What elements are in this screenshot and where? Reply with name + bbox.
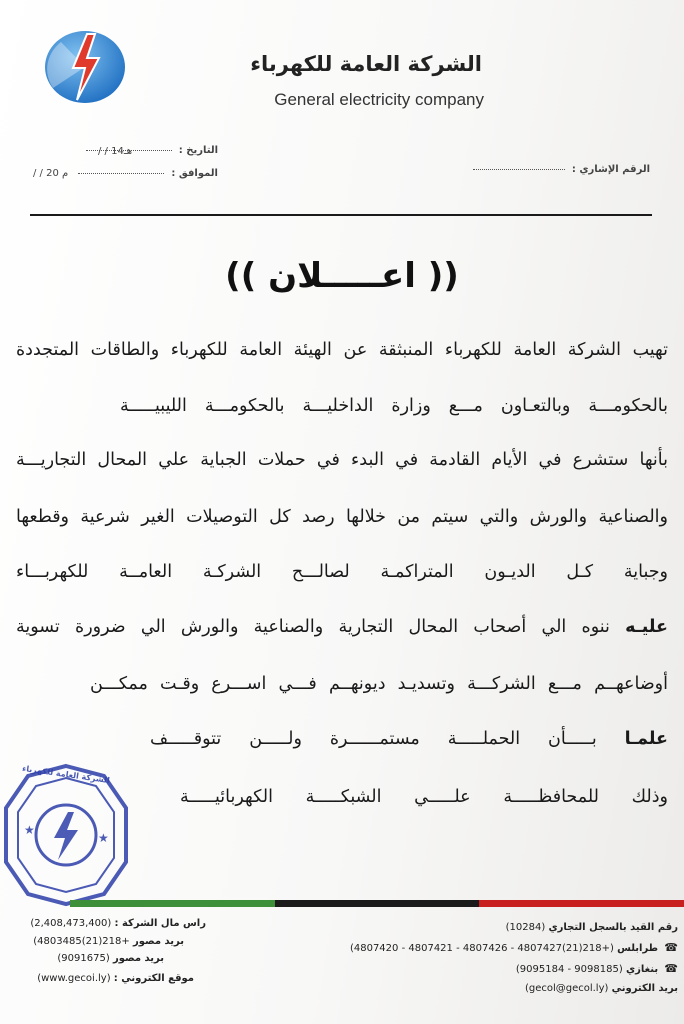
footer-website: [37, 973, 194, 984]
tripoli-label: طرابلس: [617, 943, 659, 954]
registration-label: رقم القيد بالسجل التجاري: [548, 922, 678, 933]
company-name-english: General electricity company: [274, 90, 484, 109]
benghazi-label: بنغازي: [625, 964, 659, 975]
svg-text:★: ★: [24, 823, 35, 837]
benghazi-value: (9098185 - 9095184): [515, 964, 623, 975]
phone-icon: ☎: [664, 962, 678, 975]
mail-1-value: +218(21)4803485): [33, 936, 130, 947]
stamp-text: الشركة العامة للكهرباء: [21, 763, 111, 786]
announcement-title: (( اعـــــلان )): [225, 256, 459, 296]
website-link[interactable]: (www.gecoi.ly): [37, 973, 111, 984]
corresponding-dotted-line: [78, 173, 164, 174]
body-line-4: والصناعية والورش والتي سيتم من خلالها رصد كل التوصيلات الغير شرعية وقطعها: [16, 507, 668, 527]
reference-number-field: [473, 164, 650, 175]
footer-registration: [506, 922, 678, 933]
footer-email: [525, 983, 678, 994]
body-line-2: بالحكومـــة وبالتعـاون مـــع وزارة الداخليـــة بالحكومـــة الليبيـــــة: [120, 396, 668, 416]
band-black: [275, 900, 480, 907]
reference-dotted-line: [473, 169, 565, 170]
footer-mail-1: [33, 936, 184, 947]
body-line-7: أوضاعهــم مـــع الشركـــة وتسديـد ديونهــم فـــي اســـرع وقـت ممكـــن: [90, 674, 668, 694]
band-green: [70, 900, 275, 907]
body-line-3: بأنها ستشرع في الأيام القادمة في البدء في حملات الجباية علي المحال التجاريـــة: [16, 450, 668, 470]
email-link[interactable]: (gecol@gecol.ly): [524, 983, 609, 994]
reference-label: الرقم الإشاري :: [571, 164, 650, 175]
body-line-6-lead: عليـه: [625, 617, 668, 637]
body-line-5: وجباية كـل الديـون المتراكمـة لصالـــح الشركـة العامــة للكهربـــاء: [16, 562, 668, 582]
corresponding-label: الموافق :: [171, 168, 218, 179]
gecol-logo-icon: [43, 28, 127, 106]
footer-tripoli-phones: [350, 941, 678, 954]
date-label: التاريخ :: [178, 145, 218, 156]
body-line-1: تهيب الشركة العامة للكهرباء المنبثقة عن الهيئة العامة للكهرباء والطاقات المتجددة: [16, 340, 668, 360]
email-label: بريد الكتروني: [611, 983, 678, 994]
phone-icon: ☎: [664, 941, 678, 954]
band-red: [479, 900, 684, 907]
svg-text:★: ★: [98, 831, 109, 845]
header-divider: [30, 214, 652, 216]
body-line-6: [16, 617, 668, 637]
footer-benghazi-phones: [516, 962, 678, 975]
footer-color-band: [70, 900, 684, 907]
company-name-arabic: الشركة العامة للكهرباء: [250, 52, 482, 76]
body-line-8-lead: علمـا: [624, 729, 668, 749]
corresponding-value: / / 20 م: [33, 168, 69, 179]
website-label: موقع الكتروني :: [113, 973, 194, 984]
body-line-8: [150, 729, 668, 749]
capital-label: راس مال الشركة :: [114, 918, 206, 929]
capital-value: (2,408,473,400): [30, 918, 112, 929]
registration-value: (10284): [505, 922, 546, 933]
footer-mail-2: [57, 953, 164, 964]
tripoli-value: (+218(21)4807427 - 4807426 - 4807421 - 4807420): [349, 943, 614, 954]
body-line-6-text: ننوه الي أصحاب المحال التجارية والصناعية والورش الي ضرورة تسوية: [16, 617, 610, 637]
date-value: / / 14هـ: [98, 146, 133, 157]
corresponding-date-field: [78, 168, 218, 179]
mail-2-value: (9091675): [57, 953, 110, 964]
footer-capital: [30, 918, 206, 929]
body-line-8-text: بـــــأن الحملـــــة مستمــــــرة ولـــــن تتوقـــــف: [150, 729, 597, 749]
mail-2-label: بريد مصور: [112, 953, 164, 964]
body-line-9: وذلك للمحافظـــــة علـــــي الشبكـــــة الكهربائيـــــة: [180, 787, 668, 807]
mail-1-label: بريد مصور: [132, 936, 184, 947]
